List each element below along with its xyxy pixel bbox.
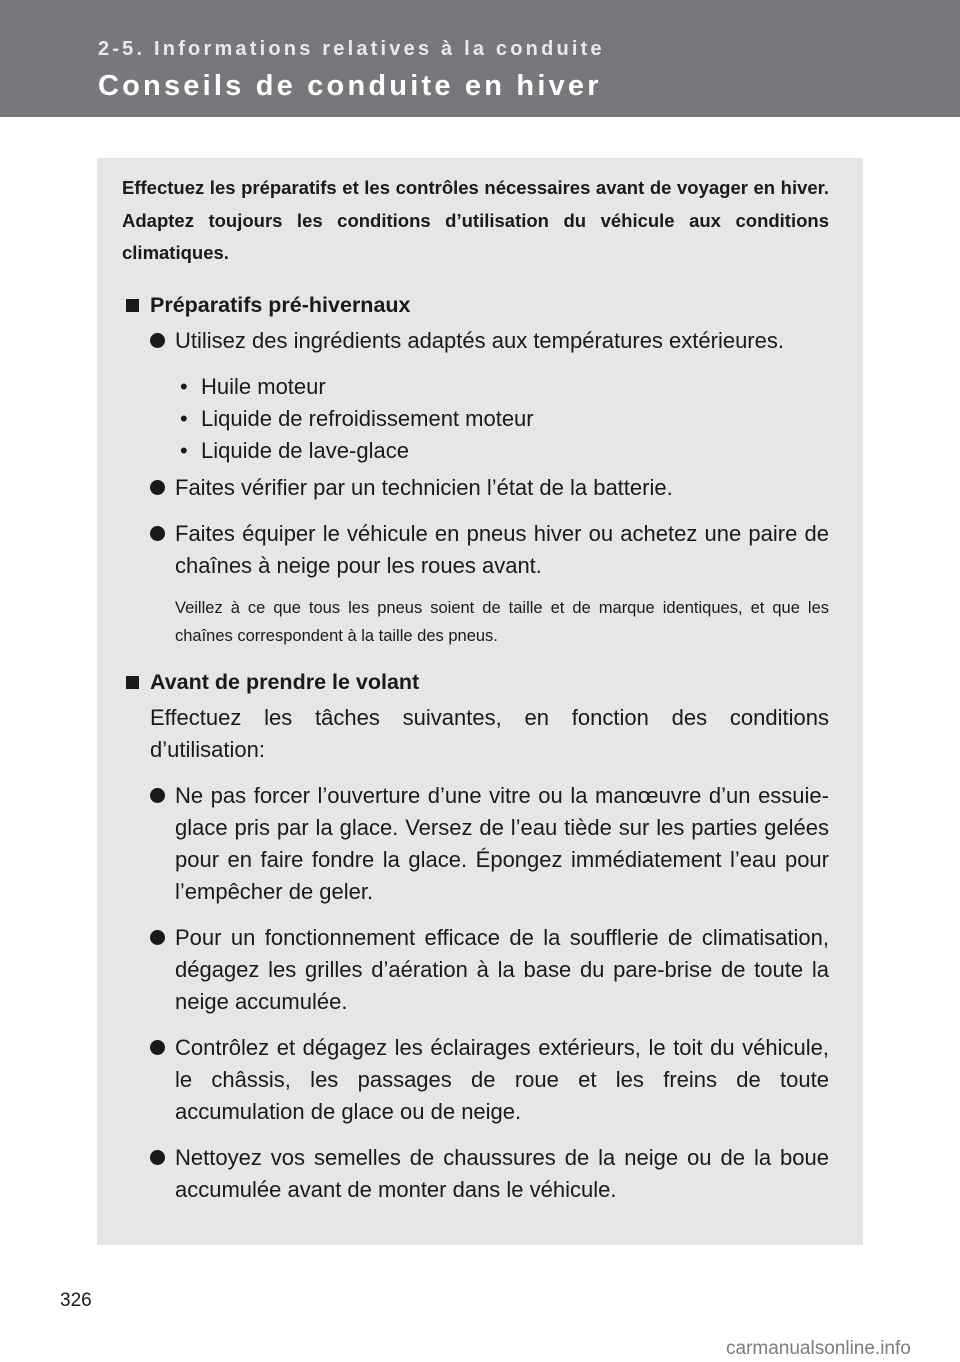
- dot-bullet-icon: •: [180, 373, 188, 399]
- sub-list-item: [122, 435, 829, 467]
- sub-list-item: [122, 371, 829, 403]
- list-item: [122, 518, 829, 582]
- list-item-text: Ne pas forcer l’ouverture d’une vitre ou la manœuvre d’un essuie-glace pris par la glace. Versez de l’eau tiède sur les parties gelées pour en faire fondre la glace. Épongez immédiatement l’eau pour l’empêcher de geler.: [175, 782, 829, 904]
- list-item: [122, 922, 829, 1018]
- round-bullet-icon: [150, 930, 165, 945]
- list-item-text: Contrôlez et dégagez les éclairages extérieurs, le toit du véhicule, le châssis, les passages de roue et les freins de toute accumulation de glace ou de neige.: [175, 1034, 829, 1124]
- round-bullet-icon: [150, 526, 165, 541]
- section-heading-label: Préparatifs pré-hivernaux: [150, 292, 411, 317]
- section-heading-preparatifs: [122, 290, 829, 320]
- list-item: [122, 780, 829, 908]
- watermark: carmanualsonline.info: [726, 1338, 911, 1359]
- round-bullet-icon: [150, 480, 165, 495]
- page-header: [0, 0, 960, 117]
- list-item: [122, 325, 829, 357]
- section-heading-avant-volant: [122, 667, 829, 697]
- round-bullet-icon: [150, 788, 165, 803]
- note-text: Veillez à ce que tous les pneus soient de taille et de marque identiques, et que les chaînes correspondent à la taille des pneus.: [175, 598, 829, 645]
- list-item-text: Faites vérifier par un technicien l’état de la batterie.: [175, 474, 673, 500]
- square-bullet-icon: [126, 299, 139, 312]
- section-heading-label: Avant de prendre le volant: [150, 669, 420, 694]
- round-bullet-icon: [150, 333, 165, 348]
- dot-bullet-icon: •: [180, 437, 188, 463]
- page-number: 326: [60, 1290, 92, 1311]
- section-label: 2-5. Informations relatives à la conduite: [98, 38, 605, 60]
- dot-bullet-icon: •: [180, 405, 188, 431]
- sub-list-item-text: Huile moteur: [201, 373, 326, 399]
- list-item-text: Pour un fonctionnement efficace de la soufflerie de climatisation, dégagez les grilles d’aération à la base du pare-brise de toute la neige accumulée.: [175, 924, 829, 1014]
- sub-list-item-text: Liquide de refroidissement moteur: [201, 405, 534, 431]
- sub-list-item: [122, 403, 829, 435]
- section-lead-text: Effectuez les tâches suivantes, en fonction des conditions d’utilisation:: [150, 704, 829, 762]
- list-item-text: Nettoyez vos semelles de chaussures de la neige ou de la boue accumulée avant de monter dans le véhicule.: [175, 1144, 829, 1202]
- square-bullet-icon: [126, 676, 139, 689]
- list-item: [122, 1032, 829, 1128]
- list-item: [122, 472, 829, 504]
- round-bullet-icon: [150, 1040, 165, 1055]
- sub-list-item-text: Liquide de lave-glace: [201, 437, 409, 463]
- list-item-text: Utilisez des ingrédients adaptés aux températures extérieures.: [175, 327, 784, 353]
- content-panel: [97, 158, 863, 1245]
- list-item-text: Faites équiper le véhicule en pneus hiver ou achetez une paire de chaînes à neige pour les roues avant.: [175, 520, 829, 578]
- page-title: Conseils de conduite en hiver: [98, 70, 602, 102]
- list-item: [122, 1142, 829, 1206]
- round-bullet-icon: [150, 1150, 165, 1165]
- intro-paragraph: Effectuez les préparatifs et les contrôles nécessaires avant de voyager en hiver. Adaptez toujours les conditions d’utilisation du véhicule aux conditions climatiques.: [122, 177, 829, 263]
